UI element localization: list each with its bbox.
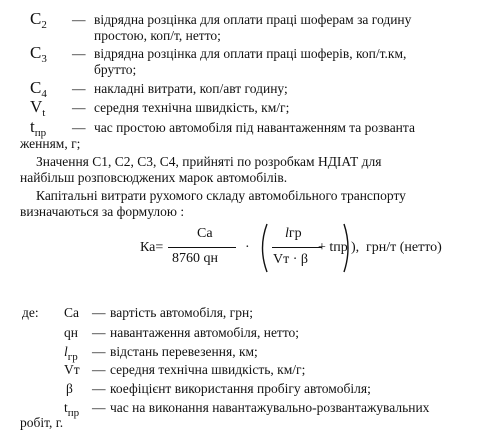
- symbol-c4: $C_4$: [30, 78, 47, 100]
- where-label: де:: [22, 305, 39, 320]
- formula-lhs: Ка=: [140, 240, 164, 255]
- formula-plus-tpr: + tпр: [318, 240, 348, 255]
- dash: —: [72, 100, 86, 115]
- definition-c4: накладні витрати, коп/авт годину;: [94, 81, 288, 96]
- formula-inner-denominator: Vт · β: [273, 252, 309, 267]
- fraction-bar: [168, 247, 236, 248]
- symbol-qn: qн: [64, 325, 78, 340]
- definition-beta: коефіцієнт використання пробігу автомобіля;: [110, 381, 371, 396]
- definition-c3-cont: брутто;: [94, 62, 137, 77]
- symbol-tpr: $t_{пр}$: [30, 117, 47, 139]
- formula-capital-costs: [0, 220, 499, 288]
- formula-unit: грн/т (нетто): [366, 240, 442, 255]
- definition-qn: навантаження автомобіля, нетто;: [110, 325, 300, 340]
- dash: —: [92, 325, 106, 340]
- dash: —: [72, 46, 86, 61]
- formula-denominator: 8760 qн: [172, 251, 218, 266]
- dash: —: [92, 305, 106, 320]
- definition-tpr-bottom: час на виконання навантажувально-розвантажувальних: [110, 400, 430, 415]
- symbol-c2: $C_2$: [30, 9, 47, 31]
- formula-dot: ·: [245, 240, 250, 255]
- definition-ca: вартість автомобіля, грн;: [110, 305, 253, 320]
- dash: —: [72, 120, 86, 135]
- inner-fraction-bar: [272, 247, 322, 248]
- dash: —: [92, 362, 106, 377]
- paragraph-capital-line-1: Капітальні витрати рухомого складу автомобільного транспорту: [36, 188, 406, 203]
- symbol-vt-bottom: Vт: [64, 362, 80, 377]
- symbol-beta: β: [66, 381, 73, 396]
- definition-vt-bottom: середня технічна швидкість, км/г;: [110, 362, 306, 377]
- definition-c2-cont: простою, коп/т, нетто;: [94, 28, 221, 43]
- formula-numerator: Са: [197, 226, 213, 241]
- paragraph-values-line-1: Значення С1, С2, С3, С4, прийняті по розробкам НДІАТ для: [36, 154, 382, 169]
- paragraph-capital-line-2: визначаються за формулою :: [20, 204, 185, 219]
- dash: —: [92, 344, 106, 359]
- dash: —: [72, 12, 86, 27]
- dash: —: [72, 81, 86, 96]
- left-parenthesis: [256, 222, 270, 274]
- definition-tpr-cont: женням, г;: [20, 136, 81, 151]
- symbol-lgr: $l_{гр}$: [64, 344, 78, 363]
- definition-vt: середня технічна швидкість, км/г;: [94, 100, 290, 115]
- symbol-tpr-bottom: $t_{пр}$: [64, 400, 80, 419]
- definition-c2: відрядна розцінка для оплати праці шоферам за годину: [94, 12, 412, 27]
- dash: —: [92, 400, 106, 415]
- formula-inner-numerator: lгр: [285, 226, 302, 241]
- formula-close: ),: [351, 240, 360, 255]
- symbol-ca: Са: [64, 305, 79, 320]
- definition-c3: відрядна розцінка для оплати праці шоферів, коп/т.км,: [94, 46, 407, 61]
- definition-tpr: час простою автомобіля під навантаженням та розванта: [94, 120, 415, 135]
- definition-lgr: відстань перевезення, км;: [110, 344, 258, 359]
- dash: —: [92, 381, 106, 396]
- definition-tpr-bottom-cont: робіт, г.: [20, 415, 64, 430]
- symbol-c3: $C_3$: [30, 43, 47, 65]
- symbol-vt: $V_t$: [30, 97, 46, 119]
- paragraph-values-line-2: найбільш розповсюджених марок автомобілів.: [20, 170, 288, 185]
